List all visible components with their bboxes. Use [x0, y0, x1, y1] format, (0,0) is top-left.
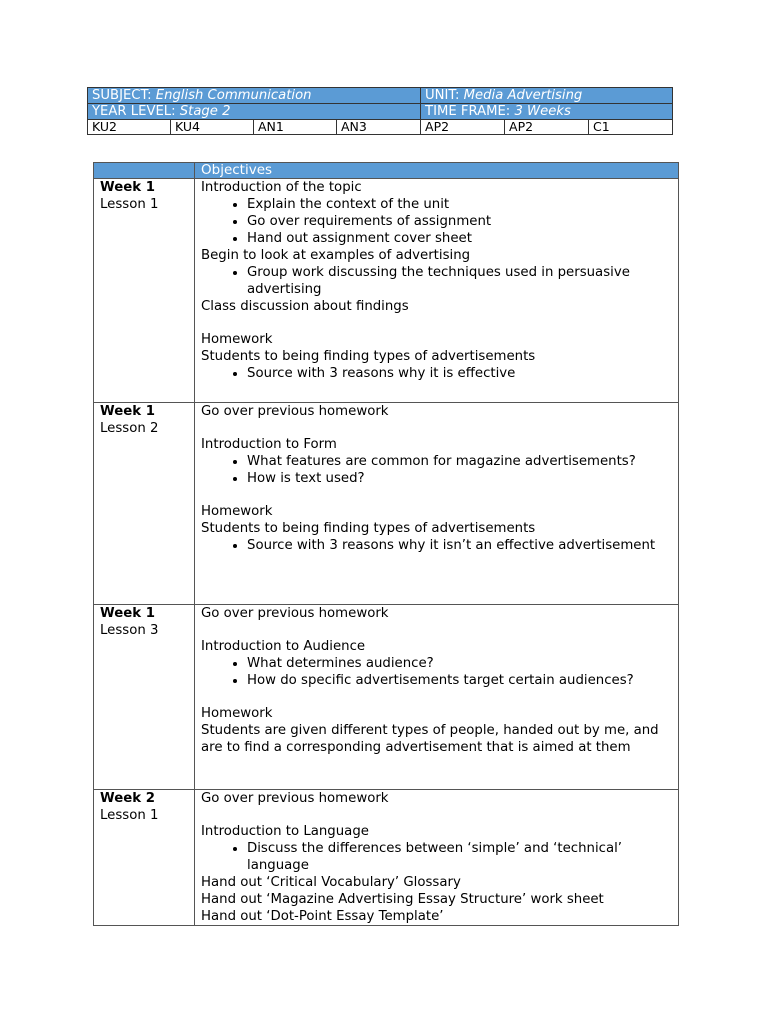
lesson-label: Lesson 1: [100, 197, 159, 212]
outcome-code: KU2: [88, 120, 171, 135]
list-item: • Explain the context of the unit: [247, 196, 672, 213]
outcome-code: AN1: [254, 120, 337, 135]
bullet-list: [201, 365, 672, 382]
bullet-list: [201, 840, 672, 874]
week-label: Week 1: [100, 180, 155, 195]
homework-heading: Homework: [201, 706, 273, 721]
time-frame-cell: TIME FRAME: 3 Weeks: [421, 104, 673, 120]
bullet-list: [201, 264, 672, 298]
lesson-row: [94, 790, 679, 926]
subject-value: English Communication: [155, 88, 312, 103]
year-level-value: Stage 2: [179, 104, 231, 120]
outcome-code: AP2: [505, 120, 589, 135]
year-level-cell: YEAR LEVEL: Stage 2: [88, 104, 421, 120]
bullet-list: [201, 537, 672, 554]
homework-heading: Homework: [201, 504, 273, 519]
list-item: • What features are common for magazine advertisements?: [247, 453, 672, 470]
lesson-row: [94, 403, 679, 605]
lesson-label-cell: [94, 790, 195, 926]
lesson-label-cell: [94, 179, 195, 403]
handout-line: Hand out ‘Critical Vocabulary’ Glossary: [201, 875, 461, 890]
unit-value: Media Advertising: [463, 88, 583, 103]
time-frame-value: 3 Weeks: [514, 104, 571, 120]
list-item: • What determines audience?: [247, 655, 672, 672]
outcome-code: KU4: [171, 120, 254, 135]
homework-heading: Homework: [201, 332, 273, 347]
list-item: • How is text used?: [247, 470, 672, 487]
lesson-label: Lesson 2: [100, 421, 159, 436]
list-item: • Go over requirements of assignment: [247, 213, 672, 230]
list-item: • Hand out assignment cover sheet: [247, 230, 672, 247]
unit-info-table: [87, 87, 673, 135]
bullet-list: [201, 655, 672, 689]
objectives-cell: Go over previous homework Introduction to Form • What features are common for magazine advertisements? • How is text used? Homework Students to being finding types of advertisements • Source with 3 reasons why it isn’t an effective advertisement: [195, 403, 679, 605]
outcome-code: AP2: [421, 120, 505, 135]
week-header-cell: [94, 163, 195, 179]
list-item: • Discuss the differences between ‘simple’ and ‘technical’ language: [247, 840, 672, 874]
outcome-code: AN3: [337, 120, 421, 135]
subject-cell: SUBJECT: English Communication: [88, 88, 421, 104]
lesson-row: [94, 179, 679, 403]
bullet-list: [201, 196, 672, 247]
lesson-row: [94, 605, 679, 790]
week-label: Week 1: [100, 404, 155, 419]
bullet-list: [201, 453, 672, 487]
lesson-label-cell: [94, 605, 195, 790]
outcome-code: C1: [589, 120, 673, 135]
week-label: Week 2: [100, 791, 155, 806]
handout-line: Hand out ‘Dot-Point Essay Template’: [201, 909, 444, 924]
objectives-header: Objectives: [195, 163, 679, 179]
objectives-cell: Introduction of the topic • Explain the context of the unit • Go over requirements of assignment • Hand out assignment cover sheet Begin to look at examples of advertising • Group work discussing the techniques used in persuasive advertising Class discussion about findings Homework Students to being finding types of advertisements • Source with 3 reasons why it is effective: [195, 179, 679, 403]
objectives-cell: Go over previous homework Introduction to Language • Discuss the differences between ‘simple’ and ‘technical’ language Hand out ‘Critical Vocabulary’ Glossary Hand out ‘Magazine Advertising Essay Structure’ work sheet Hand out ‘Dot-Point Essay Template’: [195, 790, 679, 926]
handout-line: Hand out ‘Magazine Advertising Essay Structure’ work sheet: [201, 892, 604, 907]
lesson-label-cell: [94, 403, 195, 605]
list-item: • Source with 3 reasons why it isn’t an effective advertisement: [247, 537, 672, 554]
lesson-label: Lesson 1: [100, 808, 159, 823]
lesson-label: Lesson 3: [100, 623, 159, 638]
lesson-plan-table: [93, 162, 679, 926]
list-item: • Group work discussing the techniques used in persuasive advertising: [247, 264, 672, 298]
list-item: • Source with 3 reasons why it is effective: [247, 365, 672, 382]
objectives-cell: Go over previous homework Introduction to Audience • What determines audience? • How do specific advertisements target certain audiences? Homework Students are given different types of people, handed out by me, and are to find a corresponding advertisement that is aimed at them: [195, 605, 679, 790]
list-item: • How do specific advertisements target certain audiences?: [247, 672, 672, 689]
unit-cell: UNIT: Media Advertising: [421, 88, 673, 104]
week-label: Week 1: [100, 606, 155, 621]
